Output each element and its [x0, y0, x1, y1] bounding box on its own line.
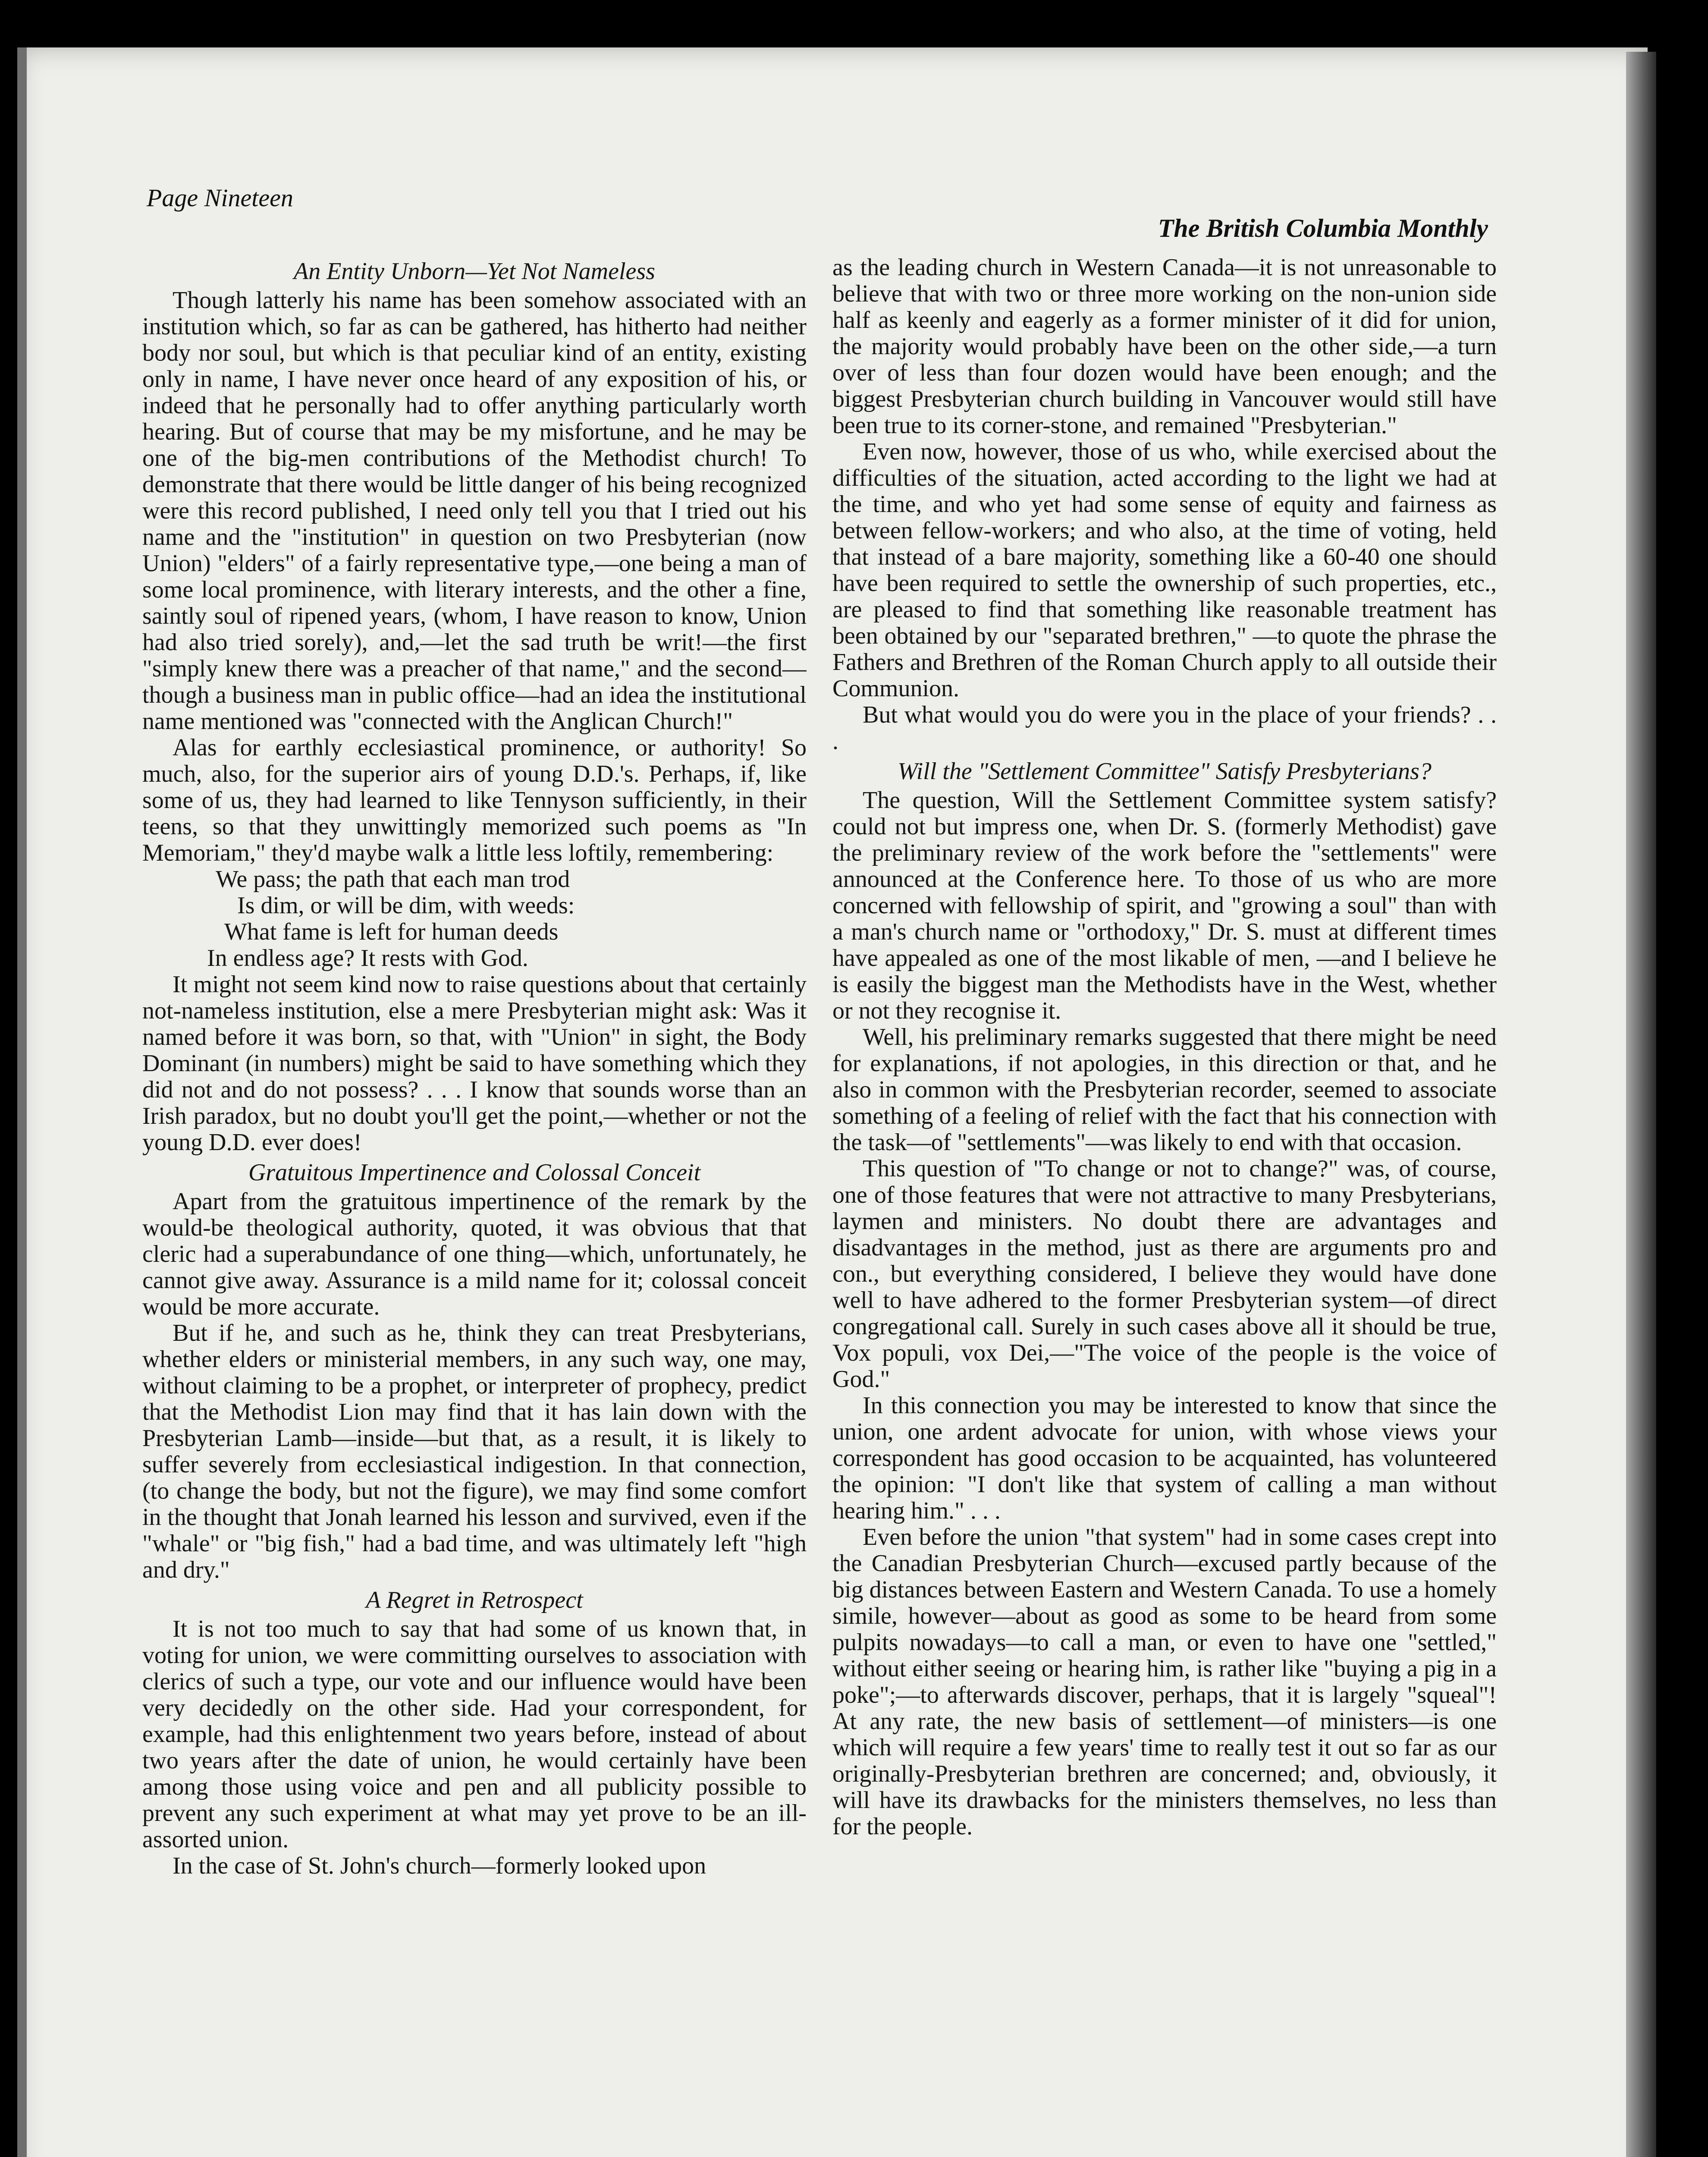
paragraph: But what would you do were you in the place of your friends? . . .	[832, 701, 1497, 755]
paragraph: Even before the union "that system" had in some cases crept into the Canadian Presbyterian Church—excused partly because of the big distances between Eastern and Western Canada. To use a homely simile, however—about as good as some to be heard from some pulpits nowadays—to call a man, or even to have one "settled," without either seeing or hearing him, is rather like "buying a pig in a poke";—to afterwards discover, perhaps, that it is largely "squeal"! At any rate, the new basis of settlement—of ministers—is one which will require a few years' time to really test it out so far as our originally-Presbyterian brethren are concerned; and, obviously, it will have its drawbacks for the ministers themselves, no less than for the people.	[832, 1524, 1497, 1840]
paragraph: It is not too much to say that had some of us known that, in voting for union, we were committing ourselves to association with clerics of such a type, our vote and our influence would have been very decidedly on the other side. Had your correspondent, for example, had this enlightenment two years before, instead of about two years after the date of union, he would certainly have been among those using voice and pen and all publicity possible to prevent any such experiment at what may yet prove to be an ill-assorted union.	[142, 1616, 807, 1853]
paragraph: Alas for earthly ecclesiastical prominence, or authority! So much, also, for the superior airs of young D.D.'s. Perhaps, if, like some of us, they had learned to like Tennyson sufficiently, in their teens, so that they unwittingly memorized such poems as "In Memoriam," they'd maybe walk a little less loftily, remembering:	[142, 734, 807, 866]
left-column	[142, 255, 807, 2157]
section-heading: An Entity Unborn—Yet Not Nameless	[294, 258, 655, 285]
paragraph: It might not seem kind now to raise questions about that certainly not-nameless institution, else a mere Presbyterian might ask: Was it named before it was born, so that, with "Union" in sight, the Body Dominant (in numbers) might be said to have something which they did not and do not possess? . . . I know that sounds worse than an Irish paradox, but no doubt you'll get the point,—whether or not the young D.D. ever does!	[142, 971, 807, 1156]
section-heading: Will the "Settlement Committee" Satisfy Presbyterians?	[898, 758, 1432, 785]
journal-title: The British Columbia Monthly	[1158, 214, 1488, 242]
poem-quote	[142, 866, 807, 972]
paragraph: Even now, however, those of us who, while exercised about the difficulties of the situation, acted according to the light we had at the time, and who yet had some sense of equity and fairness as between fellow-workers; and who also, at the time of voting, held that instead of a bare majority, something like a 60-40 one should have been required to settle the ownership of such properties, etc., are pleased to find that something like reasonable treatment has been obtained by our "separated brethren," —to quote the phrase the Fathers and Brethren of the Roman Church apply to all outside their Communion.	[832, 438, 1497, 702]
page-number-label: Page Nineteen	[147, 184, 293, 212]
paragraph: In the case of St. John's church—formerly looked upon	[173, 1852, 706, 1879]
poem-line: We pass; the path that each man trod	[216, 866, 570, 893]
page-right-edge	[1626, 52, 1656, 2157]
poem-line: Is dim, or will be dim, with weeds:	[237, 892, 575, 919]
poem-line: What fame is left for human deeds	[224, 918, 559, 945]
paragraph: In this connection you may be interested to know that since the union, one ardent advocate for union, with whose views your correspondent has good occasion to be acquainted, has volunteered the opinion: "I don't like that system of calling a man without hearing him." . . .	[832, 1392, 1497, 1524]
paragraph: But if he, and such as he, think they can treat Presbyterians, whether elders or ministerial members, in any such way, one may, without claiming to be a prophet, or interpreter of prophecy, predict that the Methodist Lion may find that it has lain down with the Presbyterian Lamb—inside—but that, as a result, it is likely to suffer severely from ecclesiastical indigestion. In that connection, (to change the body, but not the figure), we may find some comfort in the thought that Jonah learned his lesson and survived, even if the "whale" or "big fish," had a bad time, and was ultimately left "high and dry."	[142, 1320, 807, 1583]
paragraph: Well, his preliminary remarks suggested that there might be need for explanations, if not apologies, in this direction or that, and he also in common with the Presbyterian recorder, seemed to associate something of a feeling of relief with the fact that his connection with the task—of "settlements"—was likely to end with that occasion.	[832, 1024, 1497, 1156]
right-column	[832, 255, 1497, 2157]
paragraph-continuation: as the leading church in Western Canada—it is not unreasonable to believe that with two or three more working on the non-union side half as keenly and eagerly as a former minister of it did for union, the majority would probably have been on the other side,—a turn over of less than four dozen would have been enough; and the biggest Presbyterian church building in Vancouver would still have been true to its corner-stone, and remained "Presbyterian."	[832, 255, 1497, 439]
section-heading: A Regret in Retrospect	[366, 1587, 583, 1613]
paragraph: Though latterly his name has been somehow associated with an institution which, so far as can be gathered, has hitherto had neither body nor soul, but which is that peculiar kind of an entity, existing only in name, I have never once heard of any exposition of his, or indeed that he personally had to offer anything particularly worth hearing. But of course that may be my misfortune, and he may be one of the big-men contributions of the Methodist church! To demonstrate that there would be little danger of his being recognized were this record published, I need only tell you that I tried out his name and the "institution" in question on two Presbyterian (now Union) "elders" of a fairly representative type,—one being a man of some local prominence, with literary interests, and the other a fine, saintly soul of ripened years, (whom, I have reason to know, Union had also tried sorely), and,—let the sad truth be writ!—the first "simply knew there was a preacher of that name," and the second—though a business man in public office—had an idea the institutional name mentioned was "connected with the Anglican Church!"	[142, 287, 807, 735]
poem-line: In endless age? It rests with God.	[207, 945, 528, 972]
page-binding-edge	[17, 47, 27, 2157]
section-heading: Gratuitous Impertinence and Colossal Conceit	[248, 1159, 701, 1186]
paragraph: Apart from the gratuitous impertinence of the remark by the would-be theological authority, quoted, it was obvious that that cleric had a superabundance of one thing—which, unfortunately, he cannot give away. Assurance is a mild name for it; colossal conceit would be more accurate.	[142, 1188, 807, 1320]
paragraph: The question, Will the Settlement Committee system satisfy? could not but impress one, when Dr. S. (formerly Methodist) gave the preliminary review of the work before the "settlements" were announced at the Conference here. To those of us who are more concerned with fellowship of spirit, and "growing a soul" than with a man's church name or "orthodoxy," Dr. S. must at different times have appealed as one of the most likable of men, —and I believe he is easily the biggest man the Methodists have in the West, whether or not they recognise it.	[832, 787, 1497, 1024]
paragraph: This question of "To change or not to change?" was, of course, one of those features that were not attractive to many Presbyterians, laymen and ministers. No doubt there are advantages and disadvantages in the method, just as there are arguments pro and con., but everything considered, I believe they would have done well to have adhered to the former Presbyterian system—of direct congregational call. Surely in such cases above all it should be true, Vox populi, vox Dei,—"The voice of the people is the voice of God."	[832, 1155, 1497, 1393]
